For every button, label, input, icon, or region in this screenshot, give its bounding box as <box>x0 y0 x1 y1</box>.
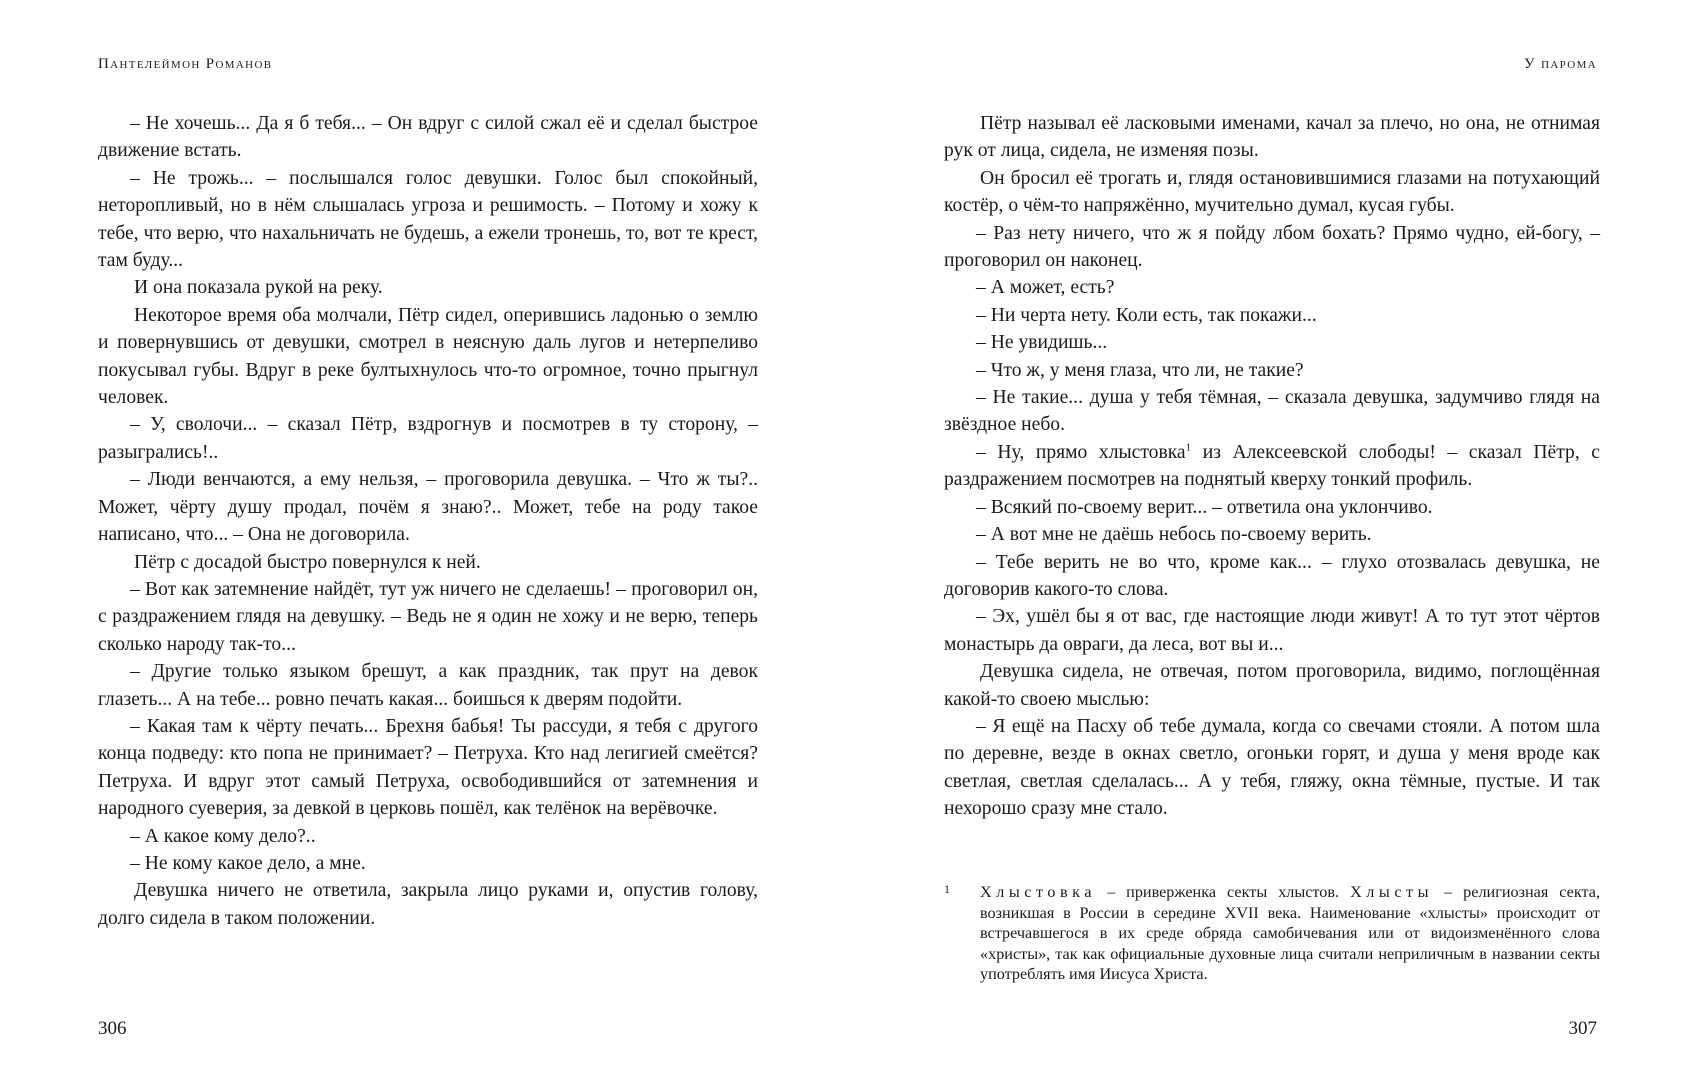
paragraph: Девушка сидела, не отвечая, потом проговорила, видимо, поглощённая какой-то своею мыслью: <box>944 661 1600 710</box>
paragraph: – Не кому какое дело, а мне. <box>130 852 366 874</box>
paragraph: – Я ещё на Пасху об тебе думала, когда со свечами стояли. А потом шла по деревне, везде в окнах светло, огоньки горят, и душа у меня вроде как светлая, светлая сделалась... А у тебя, гляжу, окна тёмные, пустые. И так нехорошо сразу мне стало. <box>944 715 1600 820</box>
paragraph: – Не трожь... – послышался голос девушки. Голос был спокойный, неторопливый, но в нём слышалась угроза и решимость. – Потому и хожу к тебе, что верю, что нахальничать не будешь, а ежели тронешь, то, вот те крест, там буду... <box>98 167 758 272</box>
right-text-block <box>944 110 1600 823</box>
paragraph: – Другие только языком брешут, а как праздник, так прут на девок глазеть... А на тебе... ровно печать какая... боишься к дверям подойти. <box>98 661 758 710</box>
paragraph: Пётр называл её ласковыми именами, качал за плечо, но она, не отнимая рук от лица, сидела, не изменяя позы. <box>944 113 1600 162</box>
paragraph: Он бросил её трогать и, глядя остановившимися глазами на потухающий костёр, о чём-то напряжённо, мучительно думал, кусая губы. <box>944 167 1600 217</box>
paragraph: И она показала рукой на реку. <box>134 277 383 299</box>
paragraph: – Ни черта нету. Коли есть, так покажи... <box>976 304 1317 326</box>
paragraph: – Какая там к чёрту печать... Брехня бабья! Ты рассуди, я тебя с другого конца подведу: кто попа не принимает? – Петруха. Кто над лerигией смеётся? Петруха. И вдруг этот самый Петруха, освободившийся от затемнения и народного суеверия, за девкой в церковь пошёл, как телёнок на верёвочке. <box>98 715 758 820</box>
paragraph: – А может, есть? <box>976 277 1115 299</box>
paragraph: – А вот мне не даёшь небось по-своему верить. <box>976 524 1372 546</box>
paragraph: – Вот как затемнение найдёт, тут уж ничего не сделаешь! – проговорил он, с раздражением глядя на девушку. – Ведь не я один не хожу и не верю, теперь сколько народу так-то... <box>98 578 758 655</box>
paragraph-with-footnote-ref <box>944 439 1600 494</box>
paragraph: – У, сволочи... – сказал Пётр, вздрогнув и посмотрев в ту сторону, – разыгрались!.. <box>98 414 758 463</box>
paragraph: – Не хочешь... Да я б тебя... – Он вдруг с силой сжал её и сделал быстрое движение встать. <box>98 113 758 162</box>
paragraph-text-after-ref: из Алексеевской слободы! – сказал Пётр, с раздражением посмотрев на поднятый кверху тонкий профиль. <box>944 441 1600 491</box>
paragraph: – Что ж, у меня глаза, что ли, не такие? <box>976 359 1304 381</box>
paragraph: – Люди венчаются, а ему нельзя, – проговорила девушка. – Что ж ты?.. Может, чёрту душу продал, почём я знаю?.. Может, тебе на роду такое написано, что... – Она не договорила. <box>98 469 758 546</box>
paragraph: – Раз нету ничего, что ж я пойду лбом бохать? Прямо чудно, ей-богу, – проговорил он наконец. <box>944 222 1600 272</box>
footnote-term: Хлысты <box>1350 883 1434 901</box>
footnote-text: – религиозная секта, возникшая в России в середине XVII века. Наименование «хлысты» происходит от встречавшегося в их среде обряда самобичевания или от видоизменённого слова «христы», так как официальные духовные лица считали неприличным в названии секты употреблять имя Иисуса Христа. <box>980 883 1600 984</box>
running-head-title: У парома <box>1524 56 1597 72</box>
paragraph: Девушка ничего не ответила, закрыла лицо руками и, опустив голову, долго сидела в таком положении. <box>98 880 758 929</box>
footnote-term: Хлыстовка <box>980 883 1097 901</box>
running-head-author: Пантелеймон Романов <box>98 56 273 72</box>
right-page <box>846 0 1692 1080</box>
paragraph: – А какое кому дело?.. <box>130 825 316 847</box>
paragraph-text-before-ref: – Ну, прямо хлыстовка <box>976 441 1186 463</box>
paragraph: Пётр с досадой быстро повернулся к ней. <box>134 551 481 573</box>
footnote-reference[interactable]: 1 <box>1185 441 1192 454</box>
paragraph: Некоторое время оба молчали, Пётр сидел, оперившись ладонью о землю и повернувшись от девушки, смотрел в неясную даль лугов и нетерпеливо покусывал губы. Вдруг в реке бултыхнулось что-то огромное, точно прыгнул человек. <box>98 304 758 409</box>
left-text-block <box>98 110 758 932</box>
footnote-body <box>980 882 1600 985</box>
paragraph: – Тебе верить не во что, кроме как... – глухо отозвалась девушка, не договорив какого-то слова. <box>944 551 1600 600</box>
footnote <box>944 882 1600 985</box>
page-number-right: 307 <box>1568 1018 1597 1039</box>
footnote-mark: 1 <box>944 882 950 896</box>
paragraph: – Не увидишь... <box>976 332 1108 354</box>
page-number-left: 306 <box>98 1018 127 1039</box>
paragraph: – Эх, ушёл бы я от вас, где настоящие люди живут! А то тут этот чёртов монастырь да овраги, да леса, вот вы и... <box>944 606 1600 655</box>
paragraph: – Не такие... душа у тебя тёмная, – сказала девушка, задумчиво глядя на звёздное небо. <box>944 387 1600 436</box>
paragraph: – Всякий по-своему верит... – ответила она уклончиво. <box>976 496 1433 518</box>
footnote-text: – приверженка секты хлыстов. <box>1096 883 1351 901</box>
